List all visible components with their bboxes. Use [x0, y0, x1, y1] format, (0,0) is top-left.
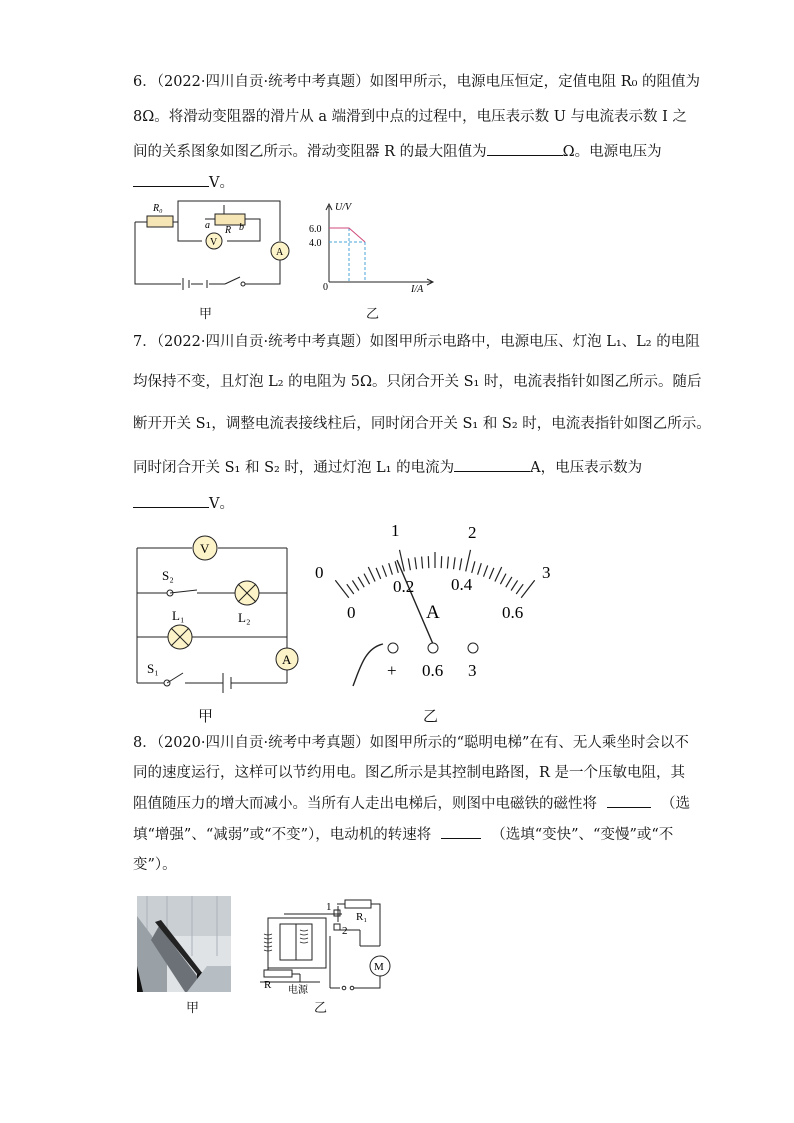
dial-tick	[489, 568, 494, 579]
dial-tick	[368, 567, 375, 582]
bot-0.2: 0.2	[393, 577, 415, 596]
top-0: 0	[315, 563, 324, 582]
q8-line-3	[133, 793, 690, 814]
q7-line-5	[133, 493, 234, 514]
dial-tick	[358, 577, 364, 587]
q7-line-3: 断开开关 S₁，调整电流表接线柱后，同时闭合开关 S₁ 和 S₂ 时，电流表指针如图乙所示。	[133, 416, 711, 432]
q6-line-3	[133, 141, 662, 162]
voltmeter-label: V	[210, 237, 218, 248]
q7-blank-2[interactable]	[133, 493, 209, 508]
dial-tick	[408, 558, 410, 570]
dial-tick	[389, 563, 393, 575]
q8-line-2: 同的速度运行，这样可以节约用电。图乙所示是其控制电路图，R 是一个压敏电阻，其	[133, 765, 686, 781]
dial-tick	[484, 565, 488, 576]
dial-tick	[506, 577, 512, 587]
q8-line-1: 8．（2020·四川自贡·统考中考真题）如图甲所示的“聪明电梯”在有、无人乘坐时会以不	[133, 735, 689, 751]
q6-line-1: 6．（2022·四川自贡·统考中考真题）如图甲所示，电源电压恒定，定值电阻 R₀ 的阻值为	[133, 74, 701, 90]
q6-line-4-tail: V。	[209, 175, 234, 191]
q6-blank-2[interactable]	[133, 172, 209, 187]
q7-caption-yi: 乙	[423, 707, 439, 725]
q6-circuit-diagram	[125, 196, 300, 296]
dial-tick	[454, 557, 456, 569]
s1-label: S₁	[147, 661, 159, 676]
q8-control-circuit	[260, 896, 400, 996]
b-label: b	[239, 222, 244, 233]
q8-blank-2[interactable]	[441, 824, 481, 839]
q7-ammeter-dial	[305, 518, 565, 698]
terminal-0.6	[428, 643, 438, 653]
dial-tick	[376, 568, 381, 579]
dial-tick	[460, 558, 462, 570]
q6-caption-jia: 甲	[199, 307, 213, 322]
dial-tick	[335, 580, 349, 597]
dial-tick	[441, 556, 442, 568]
bot-0: 0	[347, 603, 356, 622]
ammeter-label: A	[282, 652, 292, 667]
r0-resistor	[147, 216, 173, 227]
q8-line-5: 变”）。	[133, 857, 177, 873]
q8-line-4-text: 填“增强”、“减弱”或“不变”），电动机的转速将	[133, 827, 432, 843]
u-axis-label: U/V	[335, 202, 352, 213]
i-axis-label: I/A	[411, 284, 424, 295]
dial-scale-ticks	[335, 550, 534, 598]
dial-tick	[500, 574, 506, 585]
q7-line-4-text: 同时闭合开关 S₁ 和 S₂ 时，通过灯泡 L₁ 的电流为	[133, 460, 455, 476]
contact-2-label: 2	[342, 925, 348, 937]
q6-ui-graph	[305, 196, 440, 296]
q8-line-4-tail: （选填“变快”、“变慢”或“不	[491, 827, 674, 843]
top-3: 3	[542, 563, 551, 582]
bot-0.4: 0.4	[451, 575, 473, 594]
terminal-3-label: 3	[468, 661, 477, 680]
q8-line-3-tail: （选	[661, 796, 690, 812]
q6-line-3-tail: Ω。电源电压为	[562, 144, 662, 160]
q7-blank-1[interactable]	[454, 457, 530, 472]
q6-line-4	[133, 172, 234, 193]
origin-label: 0	[323, 282, 328, 293]
dial-tick	[352, 580, 359, 590]
dial-tick	[382, 565, 386, 576]
q7-line-4	[133, 457, 642, 478]
q8-line-3-text: 阻值随压力的增大而减小。当所有人走出电梯后，则图中电磁铁的磁性将	[133, 796, 597, 812]
dial-tick	[516, 584, 523, 594]
lead-wire	[353, 644, 383, 686]
r0-label: R₀	[153, 203, 163, 214]
dial-tick	[428, 556, 429, 568]
unit-a: A	[426, 602, 440, 623]
terminal-3	[468, 643, 478, 653]
q6-blank-1[interactable]	[487, 141, 563, 156]
dial-tick	[422, 557, 423, 569]
r-label: R	[225, 225, 232, 236]
r-label: R	[264, 979, 272, 991]
q6-caption-yi: 乙	[366, 307, 380, 322]
q7-line-1: 7．（2022·四川自贡·统考中考真题）如图甲所示电路中，电源电压、灯泡 L₁、L₂ 的电阻	[133, 334, 700, 350]
voltmeter-label: V	[200, 541, 210, 556]
dial-tick	[447, 557, 448, 569]
escalator-photo	[137, 896, 231, 992]
dial-tick	[415, 557, 417, 569]
a-label: a	[205, 220, 210, 231]
plus-label: +	[387, 661, 397, 680]
dial-tick	[364, 574, 370, 585]
pressure-resistor	[264, 970, 292, 977]
power-label: 电源	[288, 985, 308, 996]
q8-caption-yi: 乙	[314, 1001, 328, 1016]
dial-tick	[466, 550, 471, 572]
q6-line-2: 8Ω。将滑动变阻器的滑片从 a 端滑到中点的过程中，电压表示数 U 与电流表示数 I 之	[133, 109, 687, 125]
ammeter-label: A	[276, 247, 284, 258]
l2-label: L₂	[238, 610, 251, 625]
bot-0.6: 0.6	[502, 603, 524, 622]
dial-tick	[511, 580, 517, 590]
contact-1-label: 1	[326, 901, 332, 913]
terminal-plus	[388, 643, 398, 653]
r1-resistor	[345, 900, 371, 908]
l1-label: L₁	[172, 608, 185, 623]
s2-label: S₂	[162, 568, 174, 583]
dial-tick	[495, 567, 502, 582]
tick-6: 6.0	[309, 224, 322, 235]
q7-line-5-tail: V。	[209, 496, 234, 512]
q7-caption-jia: 甲	[198, 707, 214, 725]
q6-line-3-text: 间的关系图象如图乙所示。滑动变阻器 R 的最大阻值为	[133, 144, 487, 160]
q7-line-2: 均保持不变，且灯泡 L₂ 的电阻为 5Ω。只闭合开关 S₁ 时，电流表指针如图乙所示。随后	[133, 374, 702, 390]
dial-tick	[347, 584, 354, 594]
tick-4: 4.0	[309, 238, 322, 249]
q7-line-4-tail: A，电压表示数为	[530, 460, 643, 476]
dial-tick	[521, 580, 535, 597]
motor-label: M	[374, 961, 384, 973]
dial-tick	[472, 561, 475, 573]
top-2: 2	[468, 523, 477, 542]
q8-line-4	[133, 824, 673, 845]
ui-line	[329, 228, 365, 242]
terminal-0.6-label: 0.6	[422, 661, 444, 680]
q7-circuit-diagram	[125, 530, 300, 695]
top-1: 1	[391, 521, 400, 540]
dial-tick	[478, 563, 482, 575]
q8-blank-1[interactable]	[607, 793, 651, 808]
q8-caption-jia: 甲	[186, 1001, 200, 1016]
r1-label: R₁	[356, 911, 368, 923]
